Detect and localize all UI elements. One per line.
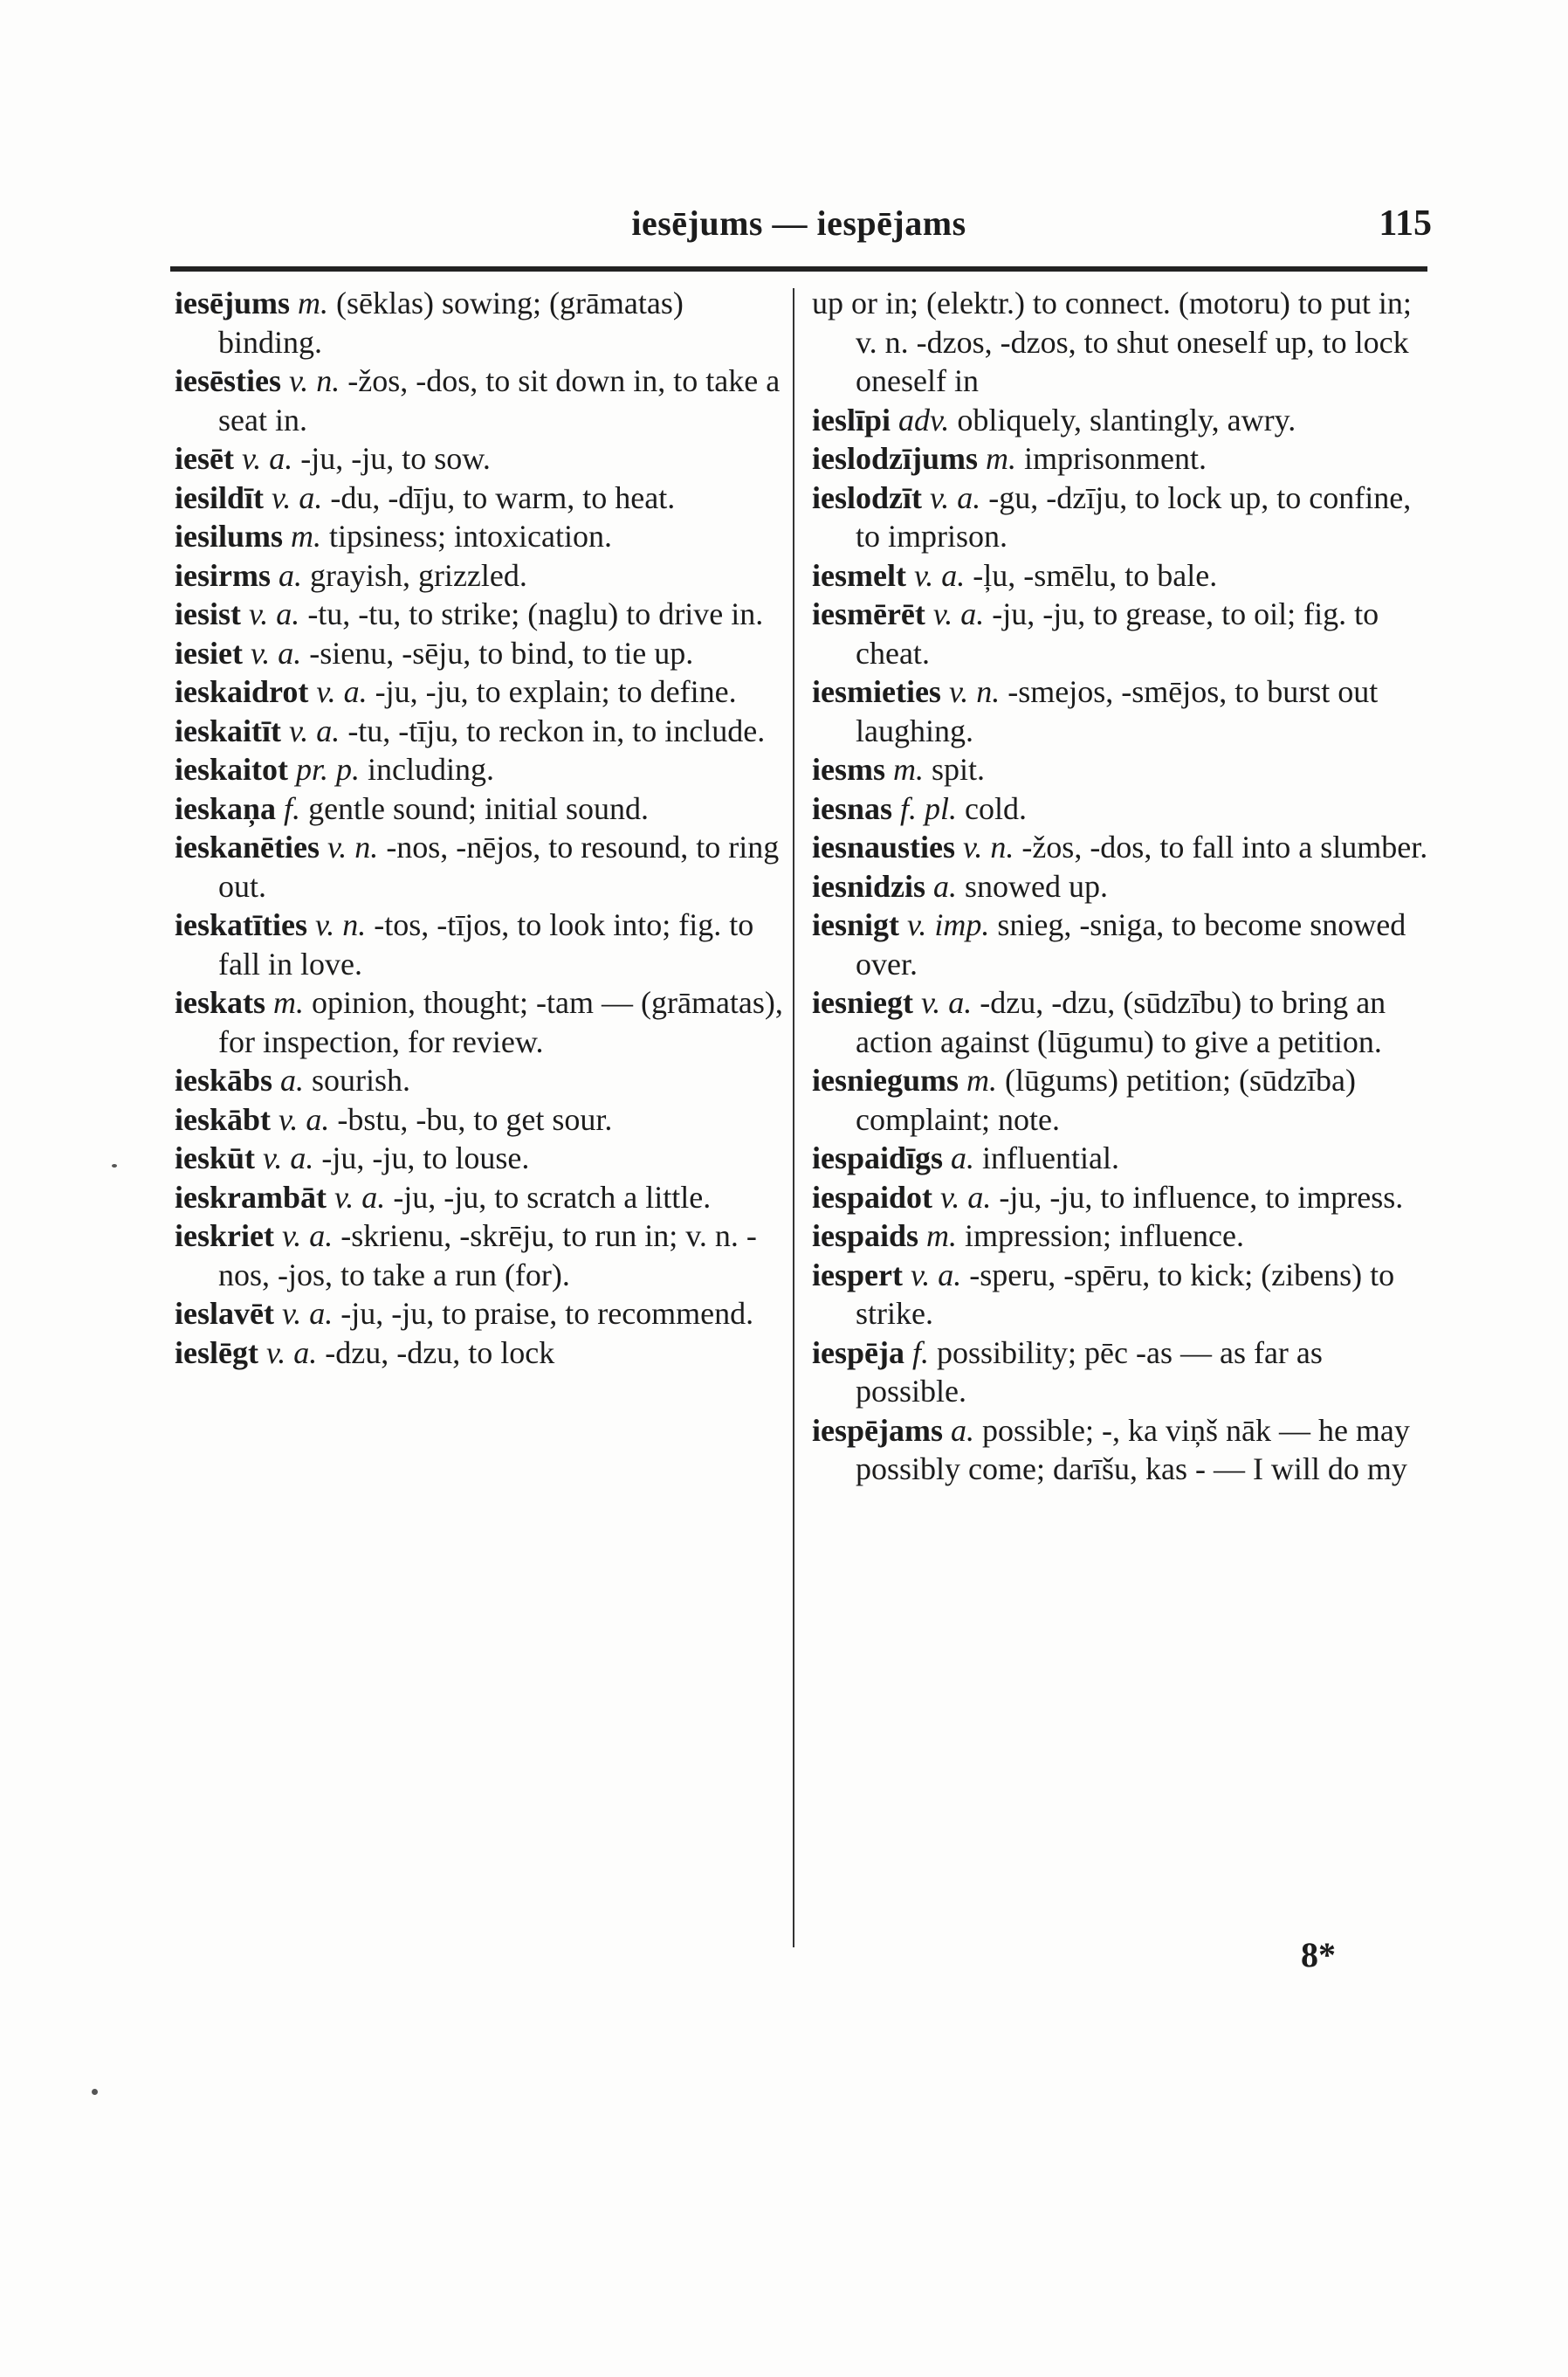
dictionary-entry <box>812 1139 1436 1178</box>
entry-headword: ieslēgt <box>175 1334 258 1370</box>
entry-definition: -ju, -ju, to praise, to recommend. <box>333 1296 754 1331</box>
entry-headword: iesmērēt <box>812 596 925 631</box>
entry-headword: iesirms <box>175 557 271 593</box>
entry-grammar: a. <box>951 1140 975 1175</box>
dictionary-entry <box>812 1333 1436 1411</box>
entry-definition: opinion, thought; -tam — (grāmatas), for inspection, for review. <box>218 985 783 1059</box>
entry-headword: ieskaitot <box>175 752 288 787</box>
right-column <box>812 284 1436 1489</box>
dictionary-entry <box>175 517 786 556</box>
entry-grammar: m. <box>986 441 1017 476</box>
entry-definition: possibility; pēc -as — as far as possible. <box>856 1334 1323 1409</box>
entry-grammar: a. <box>280 1063 305 1098</box>
entry-headword: iesniegums <box>812 1063 959 1098</box>
entry-headword: ieskābt <box>175 1101 272 1137</box>
dictionary-entry <box>812 983 1436 1061</box>
dictionary-entry <box>175 672 786 712</box>
entry-grammar: f. <box>911 1334 929 1370</box>
dictionary-entry <box>175 556 786 596</box>
entry-headword: ieskaidrot <box>175 674 309 709</box>
dictionary-entry <box>812 479 1436 556</box>
dictionary-entry <box>175 1294 786 1333</box>
entry-definition: snowed up. <box>957 868 1109 904</box>
entry-grammar: v. n. <box>288 363 340 398</box>
entry-grammar: m. <box>273 985 305 1020</box>
entry-grammar: v. imp. <box>907 907 990 942</box>
entry-headword: iesniegt <box>812 985 913 1020</box>
dictionary-entry <box>175 439 786 479</box>
entry-headword: iesējums <box>175 286 290 320</box>
entry-headword: ieskaitīt <box>175 713 281 748</box>
entry-headword: ieslodzīt <box>812 479 922 515</box>
entry-definition: -ļu, -smēlu, to bale. <box>965 557 1218 593</box>
entry-grammar: v. a. <box>281 1218 334 1253</box>
entry-definition: up or in; (elektr.) to connect. (motoru) to put in; v. n. -dzos, -dzos, to shut oneself up, to lock oneself in <box>812 286 1412 398</box>
entry-definition: -nos, -nējos, to resound, to ring out. <box>218 830 780 904</box>
dictionary-entry <box>812 750 1436 789</box>
entry-grammar: m. <box>297 286 328 320</box>
entry-grammar: v. a. <box>272 479 323 515</box>
entry-headword: iesmieties <box>812 674 941 709</box>
dictionary-entry <box>812 595 1436 672</box>
entry-headword: ieskanēties <box>175 830 320 865</box>
entry-grammar: v. a. <box>250 635 302 671</box>
entry-definition: possible; -, ka viņš nāk — he may possibly come; darīšu, kas - — I will do my <box>856 1412 1410 1486</box>
entry-definition: -žos, -dos, to fall into a slumber. <box>1014 830 1428 865</box>
entry-grammar: v. a. <box>289 713 340 748</box>
dictionary-entry <box>812 1061 1436 1139</box>
entry-headword: ieskrambāt <box>175 1179 327 1215</box>
entry-grammar: v. a. <box>241 441 293 476</box>
entry-grammar: f. <box>284 790 301 826</box>
dictionary-entry <box>175 1139 786 1178</box>
entry-grammar: v. a. <box>920 985 973 1020</box>
dictionary-entry <box>175 362 786 439</box>
print-speck <box>112 1164 117 1168</box>
entry-grammar: m. <box>291 519 322 554</box>
entry-definition: -du, -dīju, to warm, to heat. <box>322 479 676 515</box>
entry-headword: iespaids <box>812 1218 919 1253</box>
entry-headword: iesist <box>175 596 241 631</box>
entry-headword: iespaidot <box>812 1179 933 1215</box>
entry-definition: -ju, -ju, to influence, to impress. <box>991 1179 1404 1215</box>
entry-headword: iesilums <box>175 519 284 554</box>
column-divider <box>793 288 794 1947</box>
entry-definition: -bstu, -bu, to get sour. <box>329 1101 613 1137</box>
dictionary-entry <box>812 439 1436 479</box>
entry-definition: sourish. <box>304 1063 411 1098</box>
entry-headword: iespaidīgs <box>812 1140 944 1175</box>
entry-definition: -ju, -ju, to sow. <box>292 441 491 476</box>
entry-headword: iespēja <box>812 1334 904 1370</box>
dictionary-entry <box>175 828 786 906</box>
entry-definition: -sienu, -sēju, to bind, to tie up. <box>301 635 694 671</box>
entry-headword: iesnausties <box>812 830 956 865</box>
signature-mark: 8* <box>1301 1935 1336 1974</box>
entry-definition: obliquely, slantingly, awry. <box>949 402 1296 438</box>
dictionary-entry <box>812 284 1436 401</box>
entry-headword: iesnidzis <box>812 868 926 904</box>
entry-grammar: m. <box>966 1063 998 1098</box>
entry-headword: ieskūt <box>175 1140 256 1175</box>
dictionary-entry <box>175 284 786 362</box>
entry-grammar: v. n. <box>948 674 1001 709</box>
entry-definition: cold. <box>957 790 1028 826</box>
entry-definition: -žos, -dos, to sit down in, to take a seat in. <box>218 363 781 438</box>
entry-definition: -ju, -ju, to explain; to define. <box>367 674 737 709</box>
dictionary-entry <box>175 479 786 518</box>
entry-grammar: v. a. <box>265 1334 318 1370</box>
entry-headword: iesmelt <box>812 557 906 593</box>
entry-grammar: v. a. <box>910 1257 962 1292</box>
entry-definition: -dzu, -dzu, to lock <box>317 1334 555 1370</box>
entry-grammar: v. a. <box>263 1140 314 1175</box>
entry-definition: imprisonment. <box>1016 441 1207 476</box>
print-speck <box>92 2089 98 2095</box>
page-header <box>166 203 1432 255</box>
entry-headword: iesiet <box>175 635 243 671</box>
dictionary-entry <box>175 595 786 634</box>
dictionary-entry <box>812 1411 1436 1489</box>
entry-grammar: v. n. <box>314 907 367 942</box>
dictionary-entry <box>175 712 786 751</box>
entry-definition: -tu, -tu, to strike; (naglu) to drive in. <box>299 596 764 631</box>
entry-headword: iesēt <box>175 441 234 476</box>
entry-grammar: v. a. <box>334 1179 386 1215</box>
page-number: 115 <box>1379 203 1432 244</box>
entry-definition: -smejos, -smējos, to burst out laughing. <box>856 674 1379 748</box>
dictionary-entry <box>175 1178 786 1217</box>
entry-grammar: a. <box>278 557 302 593</box>
dictionary-entry <box>175 906 786 983</box>
entry-definition: tipsiness; intoxication. <box>321 519 612 554</box>
entry-definition: -ju, -ju, to scratch a little. <box>385 1179 712 1215</box>
dictionary-entry <box>175 1100 786 1140</box>
entry-definition: impression; influence. <box>957 1218 1244 1253</box>
entry-headword: iespējams <box>812 1412 943 1448</box>
running-head: iesējums — iespējams <box>631 203 966 243</box>
entry-headword: iespert <box>812 1257 903 1292</box>
dictionary-entry <box>175 750 786 789</box>
entry-definition: -ju, -ju, to grease, to oil; fig. to cheat. <box>856 596 1379 671</box>
entry-definition: snieg, -sniga, to become snowed over. <box>856 907 1406 982</box>
entry-grammar: v. a. <box>932 596 985 631</box>
entry-headword: ieskaņa <box>175 790 277 826</box>
entry-definition: (lūgums) petition; (sūdzība) complaint; note. <box>856 1063 1356 1137</box>
entry-headword: ieskatīties <box>175 907 307 942</box>
dictionary-entry <box>812 1256 1436 1333</box>
entry-definition: spit. <box>924 752 986 787</box>
entry-definition: (sēklas) sowing; (grāmatas) binding. <box>218 286 684 360</box>
entry-grammar: f. pl. <box>900 790 958 826</box>
entry-definition: -tos, -tījos, to look into; fig. to fall in love. <box>218 907 754 982</box>
entry-definition: -speru, -spēru, to kick; (zibens) to strike. <box>856 1257 1395 1331</box>
entry-headword: iesēsties <box>175 363 281 398</box>
entry-headword: iesms <box>812 752 885 787</box>
entry-headword: iesildīt <box>175 479 265 515</box>
entry-definition: -gu, -dzīju, to lock up, to confine, to imprison. <box>856 479 1412 554</box>
dictionary-entry <box>812 556 1436 596</box>
entry-definition: grayish, grizzled. <box>301 557 527 593</box>
entry-grammar: v. a. <box>281 1296 334 1331</box>
entry-headword: ieslodzījums <box>812 441 979 476</box>
dictionary-entry <box>175 634 786 673</box>
dictionary-entry <box>812 672 1436 750</box>
entry-definition: influential. <box>974 1140 1120 1175</box>
header-rule <box>170 266 1427 272</box>
entry-grammar: v. n. <box>963 830 1014 865</box>
entry-grammar: v. a. <box>940 1179 992 1215</box>
entry-grammar: v. a. <box>249 596 300 631</box>
left-column <box>175 284 786 1372</box>
dictionary-entry <box>812 789 1436 829</box>
entry-headword: ieskats <box>175 985 266 1020</box>
entry-grammar: pr. p. <box>296 752 361 787</box>
entry-grammar: a. <box>950 1412 974 1448</box>
entry-headword: ieskābs <box>175 1063 273 1098</box>
entry-grammar: v. a. <box>279 1101 330 1137</box>
entry-grammar: m. <box>926 1218 958 1253</box>
entry-definition: including. <box>360 752 495 787</box>
entry-grammar: adv. <box>898 402 950 438</box>
dictionary-entry <box>812 867 1436 906</box>
entry-headword: ieskriet <box>175 1218 274 1253</box>
entry-definition: -skrienu, -skrēju, to run in; v. n. -nos, -jos, to take a run (for). <box>218 1218 757 1292</box>
entry-grammar: v. n. <box>327 830 379 865</box>
entry-headword: iesnigt <box>812 907 900 942</box>
entry-grammar: m. <box>893 752 924 787</box>
entry-grammar: v. a. <box>316 674 368 709</box>
dictionary-entry <box>812 1178 1436 1217</box>
dictionary-entry <box>175 983 786 1061</box>
dictionary-entry <box>175 1061 786 1100</box>
dictionary-entry <box>812 828 1436 867</box>
entry-headword: ieslīpi <box>812 402 891 438</box>
entry-headword: iesnas <box>812 790 893 826</box>
entry-headword: ieslavēt <box>175 1296 274 1331</box>
dictionary-entry <box>812 401 1436 440</box>
dictionary-entry <box>812 1216 1436 1256</box>
entry-definition: -ju, -ju, to louse. <box>313 1140 530 1175</box>
entry-grammar: v. a. <box>929 479 981 515</box>
dictionary-entry <box>175 789 786 829</box>
dictionary-entry <box>175 1333 786 1373</box>
entry-grammar: v. a. <box>913 557 966 593</box>
dictionary-entry <box>175 1216 786 1294</box>
dictionary-entry <box>812 906 1436 983</box>
entry-definition: -tu, -tīju, to reckon in, to include. <box>340 713 766 748</box>
entry-definition: gentle sound; initial sound. <box>300 790 650 826</box>
entry-definition: -dzu, -dzu, (sūdzību) to bring an action against (lūgumu) to give a petition. <box>856 985 1386 1059</box>
entry-grammar: a. <box>933 868 958 904</box>
